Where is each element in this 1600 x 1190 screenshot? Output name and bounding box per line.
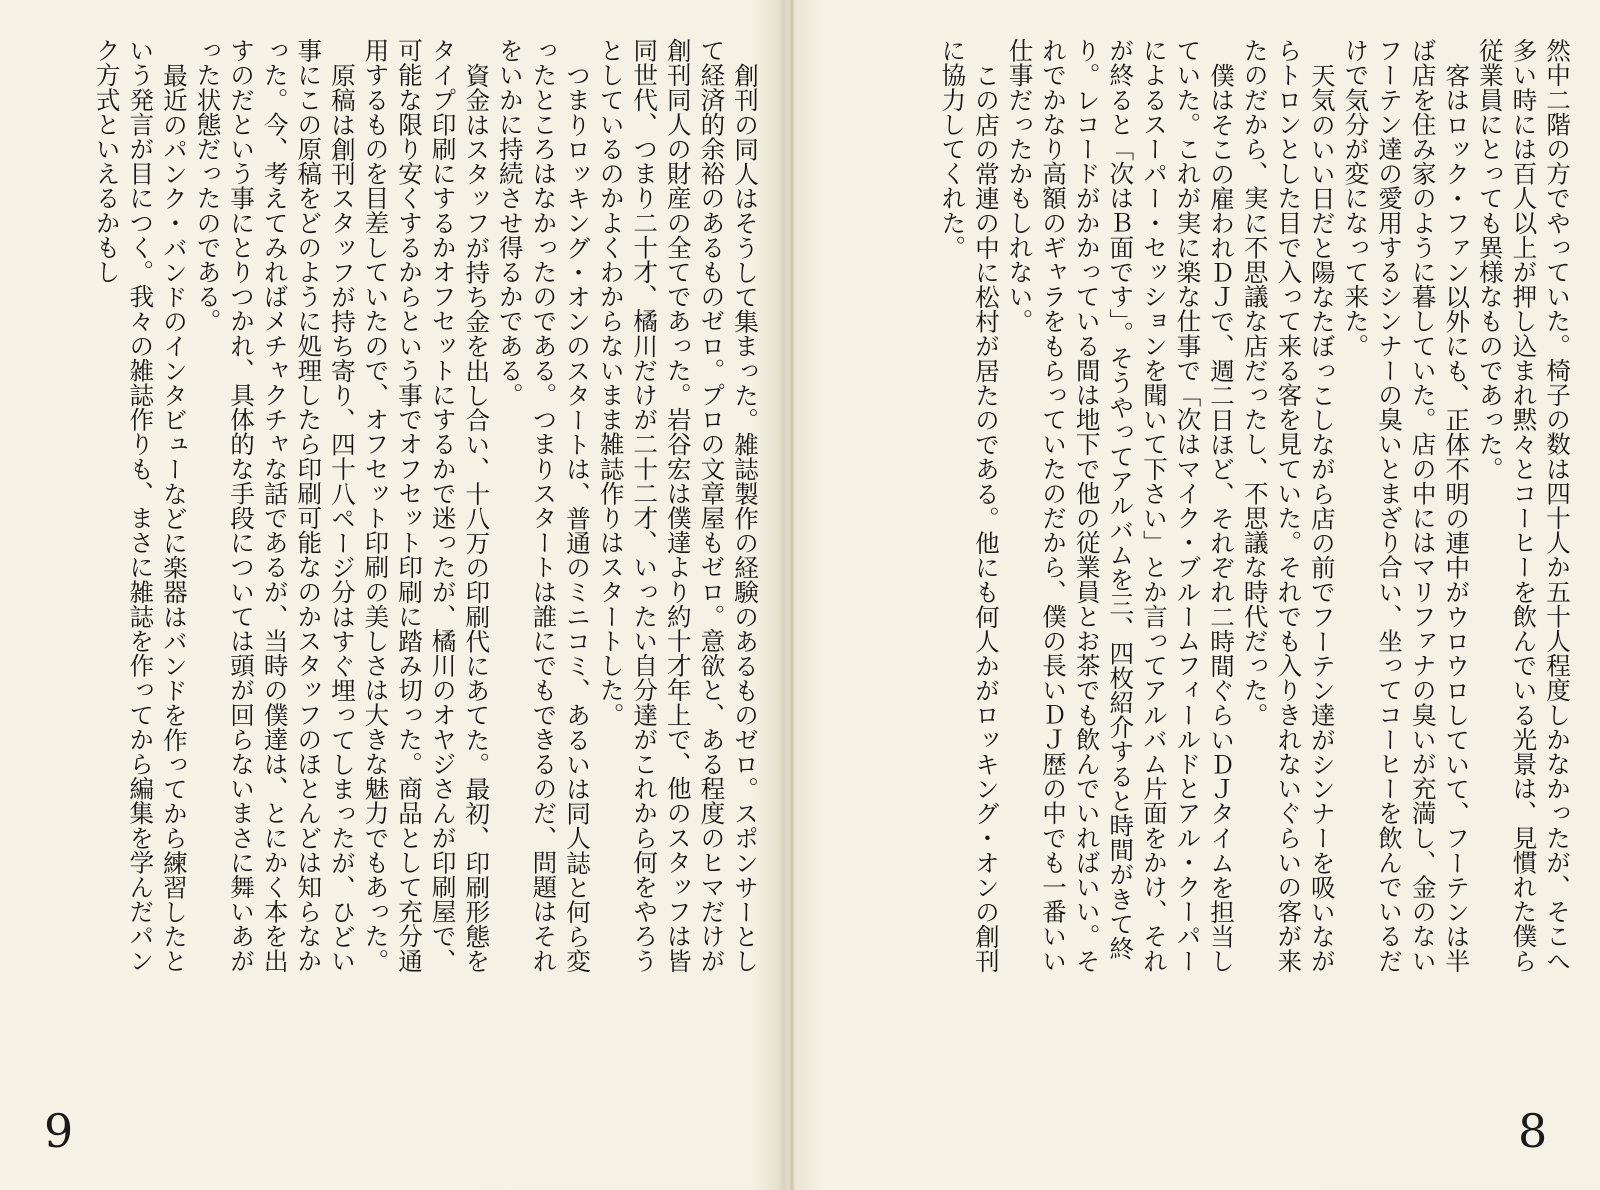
right-page (800, 0, 1600, 1190)
left-page-text (36, 38, 762, 988)
paragraph: つまりロッキング・オンのスタートは、普通のミニコミ、あるいは同人誌と何ら変ったところはなかったのである。つまりスタートは誰にでもできるのだ、問題はそれをいかに持続させ得るかである。 (495, 38, 593, 973)
page-number-right: 8 (1518, 1104, 1548, 1158)
paragraph: 最近のパンク・バンドのインタビューなどに楽器はバンドを作ってから練習したという発言が目につく。我々の雑誌作りも、まさに雑誌を作ってから編集を学んだパンク方式といえるかもし (92, 38, 189, 973)
paragraph: 然中二階の方でやっていた。椅子の数は四十人か五十人程度しかなかったが、そこへ多い時には百人以上が押し込まれ黙々とコーヒーを飲んでいる光景は、見慣れた僕ら従業員にとっても異様なものであった。 (1475, 38, 1572, 973)
paragraph: 天気のいい日だと陽なたぼっこしながら店の前でフーテン達がシンナーを吸いながらトロンとした目で入って来る客を見ていた。それでも入りきれないぐらいの客が来たのだから、実に不思議な店だったし、不思議な時代だった。 (1240, 38, 1337, 973)
paragraph: 原稿は創刊スタッフが持ち寄り、四十八ページ分はすぐ埋ってしまったが、ひどい事にこの原稿をどのように処理したら印刷可能なのかスタッフのほとんどは知らなかった。今、考えてみればメチャクチャな話であるが、当時の僕達は、とにかく本を出すのだという事にとりつかれ、具体的な手段については頭が回らないまさに舞いあがった状態だったのである。 (193, 38, 357, 973)
paragraph: 創刊の同人はそうして集まった。雑誌製作の経験のあるものゼロ。スポンサーとして経済的余裕のあるものゼロ。プロの文章屋もゼロ。意欲と、ある程度のヒマだけが創刊同人の財産の全てであった。岩谷宏は僕達より約十才年上で、他のスタッフは皆同世代、つまり二十才、橘川だけが二十二才、いったい自分達がこれから何をやろうとしているのかよくわからないまま雑誌作りはスタートした。 (596, 38, 760, 973)
right-page-text (918, 38, 1574, 988)
paragraph: 資金はスタッフが持ち金を出し合い、十八万の印刷代にあてた。最初、印刷形態をタイプ印刷にするかオフセットにするかで迷ったが、橘川のオヤジさんが印刷屋で、可能な限り安くするからという事でオフセット印刷に踏み切った。商品として充分通用するものを目差していたので、オフセット印刷の美しさは大きな魅力でもあった。 (361, 38, 492, 973)
paragraph: この店の常連の中に松村が居たのである。他にも何人かがロッキング・オンの創刊に協力してくれた。 (938, 38, 1001, 973)
page-number-left: 9 (44, 1104, 74, 1158)
paragraph: 僕はそこの雇われＤＪで、週二日ほど、それぞれ二時間ぐらいＤＪタイムを担当していた。これが実に楽な仕事で「次はマイク・ブルームフィールドとアル・クーパーによるスーパー・セッションを聞いて下さい」とか言ってアルバム片面をかけ、それが終ると「次はＢ面です」。そうやってアルバムを三、四枚紹介すると時間がきて終り。レコードがかかっている間は地下で他の従業員とお茶でも飲んでいればいい。それでかなり高額のギャラをもらっていたのだから、僕の長いＤＪ歴の中でも一番いい仕事だったかもしれない。 (1005, 38, 1237, 973)
paragraph: 客はロック・ファン以外にも、正体不明の連中がウロウロしていて、フーテンは半ば店を住み家のように暮していた。店の中にはマリファナの臭いが充満し、金のないフーテン達の愛用するシンナーの臭いとまざり合い、坐ってコーヒーを飲んでいるだけで気分が変になって来た。 (1341, 38, 1472, 973)
